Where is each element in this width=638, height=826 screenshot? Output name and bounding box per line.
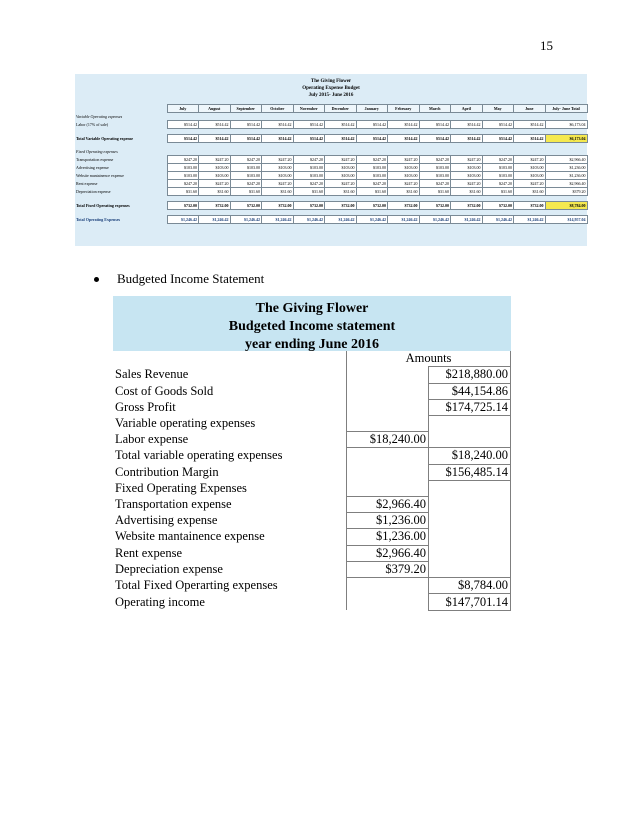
op-labor-row-cell: $514.42 — [262, 121, 294, 129]
op-fixed-row-cell: $103.00 — [356, 172, 388, 180]
op-fixed-row-cell: $247.20 — [514, 180, 546, 188]
income-row-col2 — [347, 383, 429, 399]
income-statement — [113, 296, 511, 611]
op-total-operating-row-cell: $1,246.42 — [482, 216, 514, 224]
op-total-fixed-row-cell: $732.00 — [356, 202, 388, 210]
op-total-variable-row-cell: $514.42 — [167, 135, 199, 143]
op-total-fixed-row-cell: $732.00 — [388, 202, 420, 210]
op-fixed-row-cell: $247.20 — [388, 180, 420, 188]
op-labor-row-cell: $514.42 — [167, 121, 199, 129]
income-table — [113, 351, 511, 611]
op-fixed-row — [75, 172, 587, 180]
income-row-col3 — [429, 496, 511, 512]
op-total-fixed-row-cell: $732.00 — [325, 202, 357, 210]
op-month-header: November — [293, 105, 325, 113]
income-row — [113, 399, 511, 415]
op-budget-subtitle: Operating Expense Budget — [302, 86, 360, 91]
income-row-col2: $2,966.40 — [347, 496, 429, 512]
op-fixed-row-cell: $247.20 — [482, 180, 514, 188]
income-row-col2: $18,240.00 — [347, 431, 429, 447]
op-fixed-row-cell: $103.00 — [356, 164, 388, 172]
op-month-header: July- June Total — [545, 105, 587, 113]
op-total-operating-row-cell: $1,246.42 — [419, 216, 451, 224]
op-fixed-row-cell: $31.60 — [230, 188, 262, 196]
op-fixed-row-cell: $247.20 — [199, 156, 231, 164]
op-fixed-row-cell: $247.20 — [419, 156, 451, 164]
income-row-col3 — [429, 512, 511, 528]
op-variable-section-label: Variable Operating expenses — [76, 113, 123, 119]
op-month-header: January — [356, 105, 388, 113]
op-fixed-section — [75, 148, 587, 156]
op-total-fixed-row-cell: $8,784.00 — [545, 202, 587, 210]
op-fixed-row-cell: $103.00 — [514, 172, 546, 180]
op-total-fixed-row-cell: $732.00 — [262, 202, 294, 210]
op-total-operating-row-cell: $1,246.42 — [293, 216, 325, 224]
op-fixed-row-cell: $31.60 — [167, 188, 199, 196]
op-fixed-row-cell: $247.20 — [325, 180, 357, 188]
op-total-operating-row-label: Total Operating Expenses — [76, 216, 121, 222]
op-fixed-row-cell: $247.20 — [167, 180, 199, 188]
op-total-fixed-row-label: Total Fixed Operating expenses — [76, 202, 130, 208]
op-fixed-row-cell: $103.00 — [293, 172, 325, 180]
income-row-col2 — [347, 578, 429, 594]
op-total-fixed-row-cell: $732.00 — [230, 202, 262, 210]
op-fixed-row-cell: $1,236.00 — [545, 164, 587, 172]
income-row-label: Cost of Goods Sold — [115, 383, 214, 398]
op-total-operating-row — [75, 216, 587, 224]
income-row-label: Operating income — [115, 594, 205, 609]
income-header — [113, 296, 511, 351]
op-total-variable-row-label: Total Variable Operating expense — [76, 135, 134, 141]
page-number: 15 — [540, 38, 553, 53]
op-months-row — [75, 105, 587, 113]
op-fixed-row-cell: $31.60 — [356, 188, 388, 196]
op-total-operating-row-cell: $1,246.42 — [451, 216, 483, 224]
op-labor-row-label: Labor (17% of sale) — [76, 121, 109, 127]
income-row-col3 — [429, 416, 511, 432]
op-total-variable-row-cell: $514.42 — [356, 135, 388, 143]
op-fixed-row-cell: $247.20 — [451, 180, 483, 188]
income-row-col3: $44,154.86 — [429, 383, 511, 399]
income-row — [113, 545, 511, 561]
op-fixed-row-label: Transportation expense — [76, 156, 114, 162]
op-fixed-row-cell: $247.20 — [356, 156, 388, 164]
income-row-label: Total variable operating expenses — [115, 448, 283, 463]
income-row-col2: $379.20 — [347, 561, 429, 577]
op-fixed-row-cell: $247.20 — [199, 180, 231, 188]
op-fixed-row-cell: $31.60 — [514, 188, 546, 196]
op-labor-row-cell: $514.42 — [388, 121, 420, 129]
income-row — [113, 383, 511, 399]
income-row-label: Total Fixed Operarting expenses — [115, 578, 278, 593]
op-month-header: May — [482, 105, 514, 113]
op-fixed-row-cell: $247.20 — [356, 180, 388, 188]
op-total-variable-row-cell: $514.42 — [230, 135, 262, 143]
income-row-col3 — [429, 561, 511, 577]
op-labor-row-cell: $514.42 — [451, 121, 483, 129]
op-fixed-row-cell: $103.00 — [482, 164, 514, 172]
op-fixed-row-cell: $103.00 — [482, 172, 514, 180]
op-fixed-row-cell: $31.60 — [482, 188, 514, 196]
op-total-variable-row-cell: $514.42 — [482, 135, 514, 143]
income-row-col2 — [347, 480, 429, 496]
income-row — [113, 431, 511, 447]
op-fixed-row — [75, 156, 587, 164]
op-fixed-row-cell: $2,966.40 — [545, 180, 587, 188]
income-row-col2 — [347, 594, 429, 610]
op-month-header: April — [451, 105, 483, 113]
income-row-col2: $2,966.40 — [347, 545, 429, 561]
op-labor-row-cell: $514.42 — [230, 121, 262, 129]
op-fixed-row-cell: $247.20 — [293, 156, 325, 164]
op-fixed-row-cell: $31.60 — [199, 188, 231, 196]
operating-expense-budget — [75, 74, 587, 246]
income-row-label: Rent expense — [115, 545, 182, 560]
op-fixed-row-cell: $103.00 — [514, 164, 546, 172]
op-fixed-row-cell: $247.20 — [230, 180, 262, 188]
op-fixed-row-cell: $247.20 — [388, 156, 420, 164]
op-month-header: October — [262, 105, 294, 113]
income-row-col3: $174,725.14 — [429, 399, 511, 415]
op-fixed-row-cell: $31.60 — [325, 188, 357, 196]
income-row-label: Depreciation expense — [115, 562, 223, 576]
op-total-variable-row-cell: $514.42 — [262, 135, 294, 143]
op-fixed-row-cell: $1,236.00 — [545, 172, 587, 180]
op-fixed-section-label: Fixed Operating expenses — [76, 148, 118, 154]
income-row-col3: $147,701.14 — [429, 594, 511, 610]
op-fixed-row-cell: $103.00 — [199, 172, 231, 180]
income-row-col2: $1,236.00 — [347, 512, 429, 528]
op-fixed-row-label: Rent expense — [76, 180, 98, 186]
income-row — [113, 367, 511, 383]
income-row-col2 — [347, 399, 429, 415]
op-fixed-row — [75, 164, 587, 172]
income-row-col3: $8,784.00 — [429, 578, 511, 594]
op-month-header: June — [514, 105, 546, 113]
op-fixed-row-cell: $103.00 — [325, 164, 357, 172]
op-total-fixed-row-cell: $732.00 — [419, 202, 451, 210]
op-total-operating-row-cell: $1,246.42 — [199, 216, 231, 224]
op-months-spacer — [75, 105, 167, 113]
op-month-header: February — [388, 105, 420, 113]
op-fixed-row-cell: $31.60 — [293, 188, 325, 196]
op-fixed-row — [75, 188, 587, 196]
op-fixed-row-cell: $103.00 — [262, 172, 294, 180]
income-title: The Giving Flower — [255, 301, 369, 316]
income-row — [113, 594, 511, 610]
income-row-label: Gross Profit — [115, 400, 176, 415]
op-total-variable-row-cell: $514.42 — [325, 135, 357, 143]
op-budget-period: July 2015- June 2016 — [308, 93, 354, 98]
income-row-label: Variable operating expenses — [115, 416, 256, 431]
income-row-col2 — [347, 448, 429, 464]
op-fixed-row-label: Website mantainence expense — [76, 172, 124, 178]
bullet-icon — [94, 277, 99, 282]
income-row — [113, 480, 511, 496]
op-total-fixed-row-cell: $732.00 — [514, 202, 546, 210]
op-fixed-row-cell: $103.00 — [167, 164, 199, 172]
op-fixed-row-cell: $247.20 — [419, 180, 451, 188]
income-row — [113, 448, 511, 464]
income-row — [113, 496, 511, 512]
op-fixed-row-cell: $103.00 — [167, 172, 199, 180]
op-fixed-row-label: Depreciation expense — [76, 188, 111, 194]
op-total-fixed-row-cell: $732.00 — [199, 202, 231, 210]
op-total-variable-row-cell: $514.42 — [388, 135, 420, 143]
op-labor-row-cell: $514.42 — [293, 121, 325, 129]
op-fixed-row-cell: $31.60 — [262, 188, 294, 196]
op-fixed-row-cell: $103.00 — [262, 164, 294, 172]
income-row — [113, 561, 511, 577]
op-labor-row-cell: $514.42 — [419, 121, 451, 129]
op-total-fixed-row-cell: $732.00 — [293, 202, 325, 210]
op-labor-row-cell: $514.42 — [514, 121, 546, 129]
op-fixed-row-cell: $247.20 — [262, 156, 294, 164]
income-row-label: Transportation expense — [115, 496, 232, 511]
op-fixed-row-cell: $247.20 — [293, 180, 325, 188]
op-total-variable-row — [75, 135, 587, 143]
op-total-fixed-row-cell: $732.00 — [451, 202, 483, 210]
op-month-header: December — [325, 105, 357, 113]
op-fixed-row-cell: $247.20 — [514, 156, 546, 164]
op-fixed-row-cell: $103.00 — [451, 164, 483, 172]
income-row-col2 — [347, 367, 429, 383]
op-total-operating-row-cell: $1,246.42 — [230, 216, 262, 224]
income-period: year ending June 2016 — [245, 337, 379, 352]
income-row-col3 — [429, 480, 511, 496]
income-row — [113, 464, 511, 480]
op-total-operating-row-cell: $1,246.42 — [262, 216, 294, 224]
income-row-label: Website mantainence expense — [115, 529, 265, 544]
income-row-label: Fixed Operating Expenses — [115, 480, 247, 495]
op-fixed-row-cell: $379.20 — [545, 188, 587, 196]
op-fixed-row-cell: $247.20 — [451, 156, 483, 164]
op-fixed-row-cell: $247.20 — [482, 156, 514, 164]
op-total-variable-row-cell: $514.42 — [419, 135, 451, 143]
op-total-variable-row-cell: $514.42 — [293, 135, 325, 143]
op-total-fixed-row — [75, 202, 587, 210]
income-row-col2 — [347, 464, 429, 480]
op-total-variable-row-cell: $6,173.04 — [545, 135, 587, 143]
bullet-text: Budgeted Income Statement — [117, 271, 265, 286]
op-total-operating-row-cell: $1,246.42 — [388, 216, 420, 224]
amounts-label: Amounts — [347, 351, 511, 367]
income-row — [113, 512, 511, 528]
op-total-operating-row-cell: $1,246.42 — [514, 216, 546, 224]
op-total-variable-row-cell: $514.42 — [199, 135, 231, 143]
op-fixed-row-label: Advertising expense — [76, 164, 109, 170]
op-total-fixed-row-cell: $732.00 — [482, 202, 514, 210]
op-fixed-row-cell: $31.60 — [388, 188, 420, 196]
op-fixed-row-cell: $2,966.40 — [545, 156, 587, 164]
op-budget-header — [75, 74, 587, 104]
op-variable-section — [75, 113, 587, 121]
op-total-operating-row-cell: $1,246.42 — [325, 216, 357, 224]
op-fixed-row-cell: $247.20 — [167, 156, 199, 164]
op-fixed-row — [75, 180, 587, 188]
op-total-operating-row-cell: $1,246.42 — [356, 216, 388, 224]
op-labor-row-cell: $514.42 — [482, 121, 514, 129]
income-row-col3 — [429, 529, 511, 545]
op-labor-row-cell: $6,173.04 — [545, 121, 587, 129]
op-labor-row — [75, 121, 587, 129]
income-row-col3: $18,240.00 — [429, 448, 511, 464]
income-row-col2: $1,236.00 — [347, 529, 429, 545]
op-total-operating-row-cell: $14,957.04 — [545, 216, 587, 224]
op-budget-title: The Giving Flower — [310, 79, 352, 84]
op-budget-table — [75, 104, 588, 224]
op-fixed-row-cell: $103.00 — [230, 164, 262, 172]
op-total-operating-row-cell: $1,246.42 — [167, 216, 199, 224]
op-total-fixed-row-cell: $732.00 — [167, 202, 199, 210]
income-row — [113, 578, 511, 594]
op-fixed-row-cell: $103.00 — [199, 164, 231, 172]
income-row-col3 — [429, 431, 511, 447]
income-row-label: Advertising expense — [115, 513, 218, 528]
op-fixed-row-cell: $247.20 — [262, 180, 294, 188]
op-fixed-row-cell: $103.00 — [419, 164, 451, 172]
op-fixed-row-cell: $247.20 — [230, 156, 262, 164]
op-total-variable-row-cell: $514.42 — [514, 135, 546, 143]
op-labor-row-cell: $514.42 — [356, 121, 388, 129]
op-fixed-row-cell: $103.00 — [419, 172, 451, 180]
op-month-header: September — [230, 105, 262, 113]
op-month-header: August — [199, 105, 231, 113]
income-row-col3: $156,485.14 — [429, 464, 511, 480]
op-month-header: March — [419, 105, 451, 113]
op-labor-row-cell: $514.42 — [325, 121, 357, 129]
income-row — [113, 416, 511, 432]
income-row — [113, 529, 511, 545]
op-labor-row-cell: $514.42 — [199, 121, 231, 129]
op-fixed-row-cell: $103.00 — [451, 172, 483, 180]
op-month-header: July — [167, 105, 199, 113]
income-row-col2 — [347, 416, 429, 432]
income-row-col3: $218,880.00 — [429, 367, 511, 383]
op-fixed-row-cell: $103.00 — [230, 172, 262, 180]
op-fixed-row-cell: $103.00 — [293, 164, 325, 172]
op-fixed-row-cell: $31.60 — [451, 188, 483, 196]
income-row-label: Sales Revenue — [115, 367, 189, 382]
op-fixed-row-cell: $103.00 — [388, 164, 420, 172]
op-fixed-row-cell: $103.00 — [325, 172, 357, 180]
income-subtitle: Budgeted Income statement — [228, 319, 396, 334]
income-row-col3 — [429, 545, 511, 561]
income-row-label: Contribution Margin — [115, 464, 219, 479]
op-fixed-row-cell: $31.60 — [419, 188, 451, 196]
op-fixed-row-cell: $247.20 — [325, 156, 357, 164]
income-row-label: Labor expense — [115, 432, 189, 447]
op-fixed-row-cell: $103.00 — [388, 172, 420, 180]
op-total-variable-row-cell: $514.42 — [451, 135, 483, 143]
